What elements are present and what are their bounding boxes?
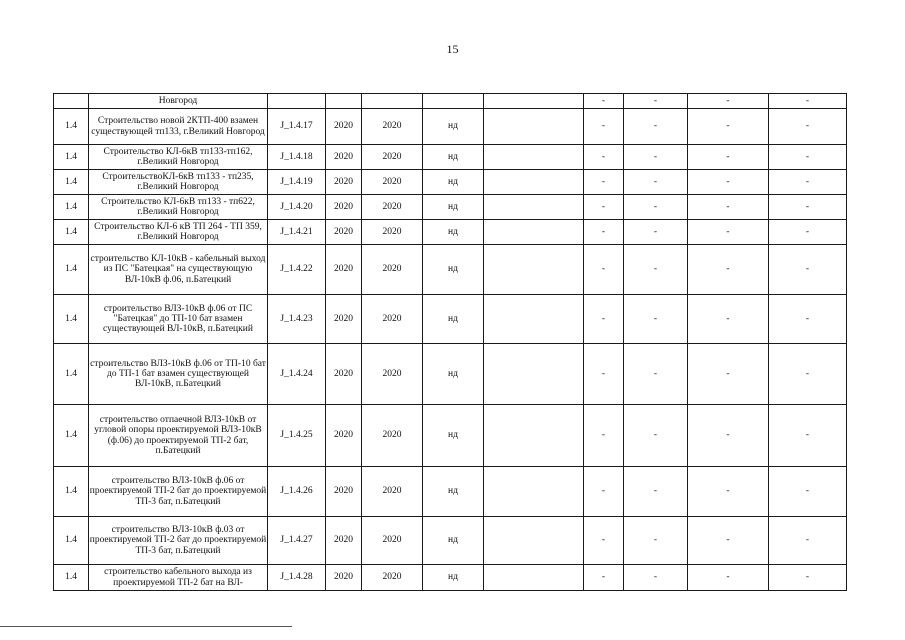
start-year: 2020 bbox=[326, 195, 362, 220]
start-year: 2020 bbox=[326, 170, 362, 195]
value-dash: - bbox=[584, 220, 624, 245]
value-dash: - bbox=[624, 94, 688, 109]
status-nd: нд bbox=[423, 565, 484, 591]
project-name: Строительство КЛ-6 кВ ТП 264 - ТП 359, г.Великий Новгород bbox=[89, 220, 268, 245]
end-year: 2020 bbox=[362, 344, 423, 405]
end-year: 2020 bbox=[362, 109, 423, 145]
value-dash: - bbox=[624, 245, 688, 295]
value-dash: - bbox=[584, 170, 624, 195]
status-nd: нд bbox=[423, 109, 484, 145]
end-year: 2020 bbox=[362, 145, 423, 170]
end-year: 2020 bbox=[362, 467, 423, 517]
project-name: Строительство новой 2КТП-400 взамен существующей тп133, г.Великий Новгород bbox=[89, 109, 268, 145]
value-dash: - bbox=[584, 94, 624, 109]
project-code: J_1.4.21 bbox=[268, 220, 326, 245]
value-dash: - bbox=[584, 245, 624, 295]
project-name: Строительство КЛ-6кВ тп133 - тп622, г.Великий Новгород bbox=[89, 195, 268, 220]
table-row bbox=[54, 245, 847, 295]
empty-cell bbox=[484, 94, 584, 109]
start-year bbox=[326, 94, 362, 109]
status-nd: нд bbox=[423, 295, 484, 344]
start-year: 2020 bbox=[326, 517, 362, 565]
row-index: 1.4 bbox=[54, 109, 89, 145]
start-year: 2020 bbox=[326, 109, 362, 145]
table-row bbox=[54, 220, 847, 245]
value-dash: - bbox=[688, 565, 769, 591]
row-index: 1.4 bbox=[54, 405, 89, 467]
row-index: 1.4 bbox=[54, 170, 89, 195]
value-dash: - bbox=[688, 94, 769, 109]
end-year: 2020 bbox=[362, 220, 423, 245]
start-year: 2020 bbox=[326, 467, 362, 517]
value-dash: - bbox=[584, 295, 624, 344]
table-row bbox=[54, 145, 847, 170]
value-dash: - bbox=[584, 405, 624, 467]
status-nd: нд bbox=[423, 344, 484, 405]
start-year: 2020 bbox=[326, 245, 362, 295]
footnote-rule bbox=[0, 626, 292, 627]
value-dash: - bbox=[624, 195, 688, 220]
empty-cell bbox=[484, 517, 584, 565]
table-row bbox=[54, 405, 847, 467]
value-dash: - bbox=[769, 565, 847, 591]
row-index: 1.4 bbox=[54, 295, 89, 344]
project-name: строительство ВЛЗ-10кВ ф.06 от ТП-10 бат до ТП-1 бат взамен существующей ВЛ-10кВ, п.Батецкий bbox=[89, 344, 268, 405]
value-dash: - bbox=[769, 295, 847, 344]
end-year: 2020 bbox=[362, 245, 423, 295]
status-nd: нд bbox=[423, 170, 484, 195]
row-index bbox=[54, 94, 89, 109]
project-name: Новгород bbox=[89, 94, 268, 109]
table-row bbox=[54, 565, 847, 591]
value-dash: - bbox=[624, 109, 688, 145]
empty-cell bbox=[484, 220, 584, 245]
row-index: 1.4 bbox=[54, 517, 89, 565]
row-index: 1.4 bbox=[54, 220, 89, 245]
project-name: строительство ВЛЗ-10кВ ф.06 от ПС "Батецкая" до ТП-10 бат взамен существующей ВЛ-10кВ, п.Батецкий bbox=[89, 295, 268, 344]
table-body bbox=[54, 94, 847, 591]
empty-cell bbox=[484, 344, 584, 405]
end-year: 2020 bbox=[362, 195, 423, 220]
value-dash: - bbox=[624, 344, 688, 405]
project-code: J_1.4.24 bbox=[268, 344, 326, 405]
project-name: строительство ВЛЗ-10кВ ф.03 от проектируемой ТП-2 бат до проектируемой ТП-3 бат, п.Батецкий bbox=[89, 517, 268, 565]
project-name: строительство КЛ-10кВ - кабельный выход из ПС "Батецкая" на существующую ВЛ-10кВ ф.06, п.Батецкий bbox=[89, 245, 268, 295]
empty-cell bbox=[484, 109, 584, 145]
value-dash: - bbox=[688, 295, 769, 344]
value-dash: - bbox=[688, 220, 769, 245]
end-year: 2020 bbox=[362, 517, 423, 565]
value-dash: - bbox=[584, 109, 624, 145]
investment-program-table bbox=[53, 93, 847, 591]
project-name: строительство кабельного выхода из проектируемой ТП-2 бат на ВЛ- bbox=[89, 565, 268, 591]
value-dash: - bbox=[624, 170, 688, 195]
project-code: J_1.4.26 bbox=[268, 467, 326, 517]
status-nd: нд bbox=[423, 467, 484, 517]
value-dash: - bbox=[688, 145, 769, 170]
value-dash: - bbox=[584, 517, 624, 565]
value-dash: - bbox=[584, 467, 624, 517]
project-code: J_1.4.22 bbox=[268, 245, 326, 295]
table-row bbox=[54, 344, 847, 405]
value-dash: - bbox=[769, 405, 847, 467]
value-dash: - bbox=[769, 220, 847, 245]
status-nd bbox=[423, 94, 484, 109]
status-nd: нд bbox=[423, 405, 484, 467]
empty-cell bbox=[484, 195, 584, 220]
status-nd: нд bbox=[423, 245, 484, 295]
value-dash: - bbox=[624, 405, 688, 467]
value-dash: - bbox=[584, 145, 624, 170]
project-code bbox=[268, 94, 326, 109]
project-name: строительство отпаечной ВЛЗ-10кВ от угловой опоры проектируемой ВЛЗ-10кВ (ф.06) до проектируемой ТП-2 бат, п.Батецкий bbox=[89, 405, 268, 467]
project-code: J_1.4.27 bbox=[268, 517, 326, 565]
project-code: J_1.4.25 bbox=[268, 405, 326, 467]
end-year: 2020 bbox=[362, 405, 423, 467]
status-nd: нд bbox=[423, 145, 484, 170]
status-nd: нд bbox=[423, 517, 484, 565]
value-dash: - bbox=[624, 145, 688, 170]
empty-cell bbox=[484, 170, 584, 195]
start-year: 2020 bbox=[326, 145, 362, 170]
end-year: 2020 bbox=[362, 295, 423, 344]
row-index: 1.4 bbox=[54, 195, 89, 220]
table-row bbox=[54, 109, 847, 145]
empty-cell bbox=[484, 405, 584, 467]
value-dash: - bbox=[769, 467, 847, 517]
status-nd: нд bbox=[423, 220, 484, 245]
status-nd: нд bbox=[423, 195, 484, 220]
start-year: 2020 bbox=[326, 344, 362, 405]
value-dash: - bbox=[688, 170, 769, 195]
value-dash: - bbox=[769, 170, 847, 195]
empty-cell bbox=[484, 565, 584, 591]
end-year bbox=[362, 94, 423, 109]
value-dash: - bbox=[584, 195, 624, 220]
value-dash: - bbox=[688, 467, 769, 517]
empty-cell bbox=[484, 245, 584, 295]
project-code: J_1.4.18 bbox=[268, 145, 326, 170]
value-dash: - bbox=[688, 195, 769, 220]
start-year: 2020 bbox=[326, 295, 362, 344]
start-year: 2020 bbox=[326, 565, 362, 591]
row-index: 1.4 bbox=[54, 145, 89, 170]
table-row bbox=[54, 467, 847, 517]
value-dash: - bbox=[624, 295, 688, 344]
value-dash: - bbox=[688, 245, 769, 295]
table-row bbox=[54, 195, 847, 220]
table-row bbox=[54, 94, 847, 109]
table-row bbox=[54, 170, 847, 195]
end-year: 2020 bbox=[362, 565, 423, 591]
empty-cell bbox=[484, 295, 584, 344]
project-code: J_1.4.17 bbox=[268, 109, 326, 145]
value-dash: - bbox=[769, 145, 847, 170]
value-dash: - bbox=[688, 405, 769, 467]
project-code: J_1.4.19 bbox=[268, 170, 326, 195]
project-code: J_1.4.28 bbox=[268, 565, 326, 591]
value-dash: - bbox=[584, 565, 624, 591]
table-row bbox=[54, 517, 847, 565]
page-number: 15 bbox=[446, 42, 459, 56]
empty-cell bbox=[484, 467, 584, 517]
row-index: 1.4 bbox=[54, 565, 89, 591]
project-code: J_1.4.20 bbox=[268, 195, 326, 220]
project-name: СтроительствоКЛ-6кВ тп133 - тп235, г.Великий Новгород bbox=[89, 170, 268, 195]
table-row bbox=[54, 295, 847, 344]
value-dash: - bbox=[769, 195, 847, 220]
project-code: J_1.4.23 bbox=[268, 295, 326, 344]
value-dash: - bbox=[769, 344, 847, 405]
value-dash: - bbox=[624, 220, 688, 245]
value-dash: - bbox=[688, 517, 769, 565]
value-dash: - bbox=[769, 109, 847, 145]
row-index: 1.4 bbox=[54, 344, 89, 405]
row-index: 1.4 bbox=[54, 245, 89, 295]
value-dash: - bbox=[624, 517, 688, 565]
value-dash: - bbox=[624, 467, 688, 517]
value-dash: - bbox=[769, 517, 847, 565]
value-dash: - bbox=[769, 94, 847, 109]
project-name: Строительство КЛ-6кВ тп133-тп162, г.Великий Новгород bbox=[89, 145, 268, 170]
value-dash: - bbox=[688, 344, 769, 405]
value-dash: - bbox=[688, 109, 769, 145]
end-year: 2020 bbox=[362, 170, 423, 195]
value-dash: - bbox=[624, 565, 688, 591]
start-year: 2020 bbox=[326, 405, 362, 467]
value-dash: - bbox=[769, 245, 847, 295]
project-name: строительство ВЛЗ-10кВ ф.06 от проектируемой ТП-2 бат до проектируемой ТП-3 бат, п.Батецкий bbox=[89, 467, 268, 517]
empty-cell bbox=[484, 145, 584, 170]
row-index: 1.4 bbox=[54, 467, 89, 517]
start-year: 2020 bbox=[326, 220, 362, 245]
value-dash: - bbox=[584, 344, 624, 405]
